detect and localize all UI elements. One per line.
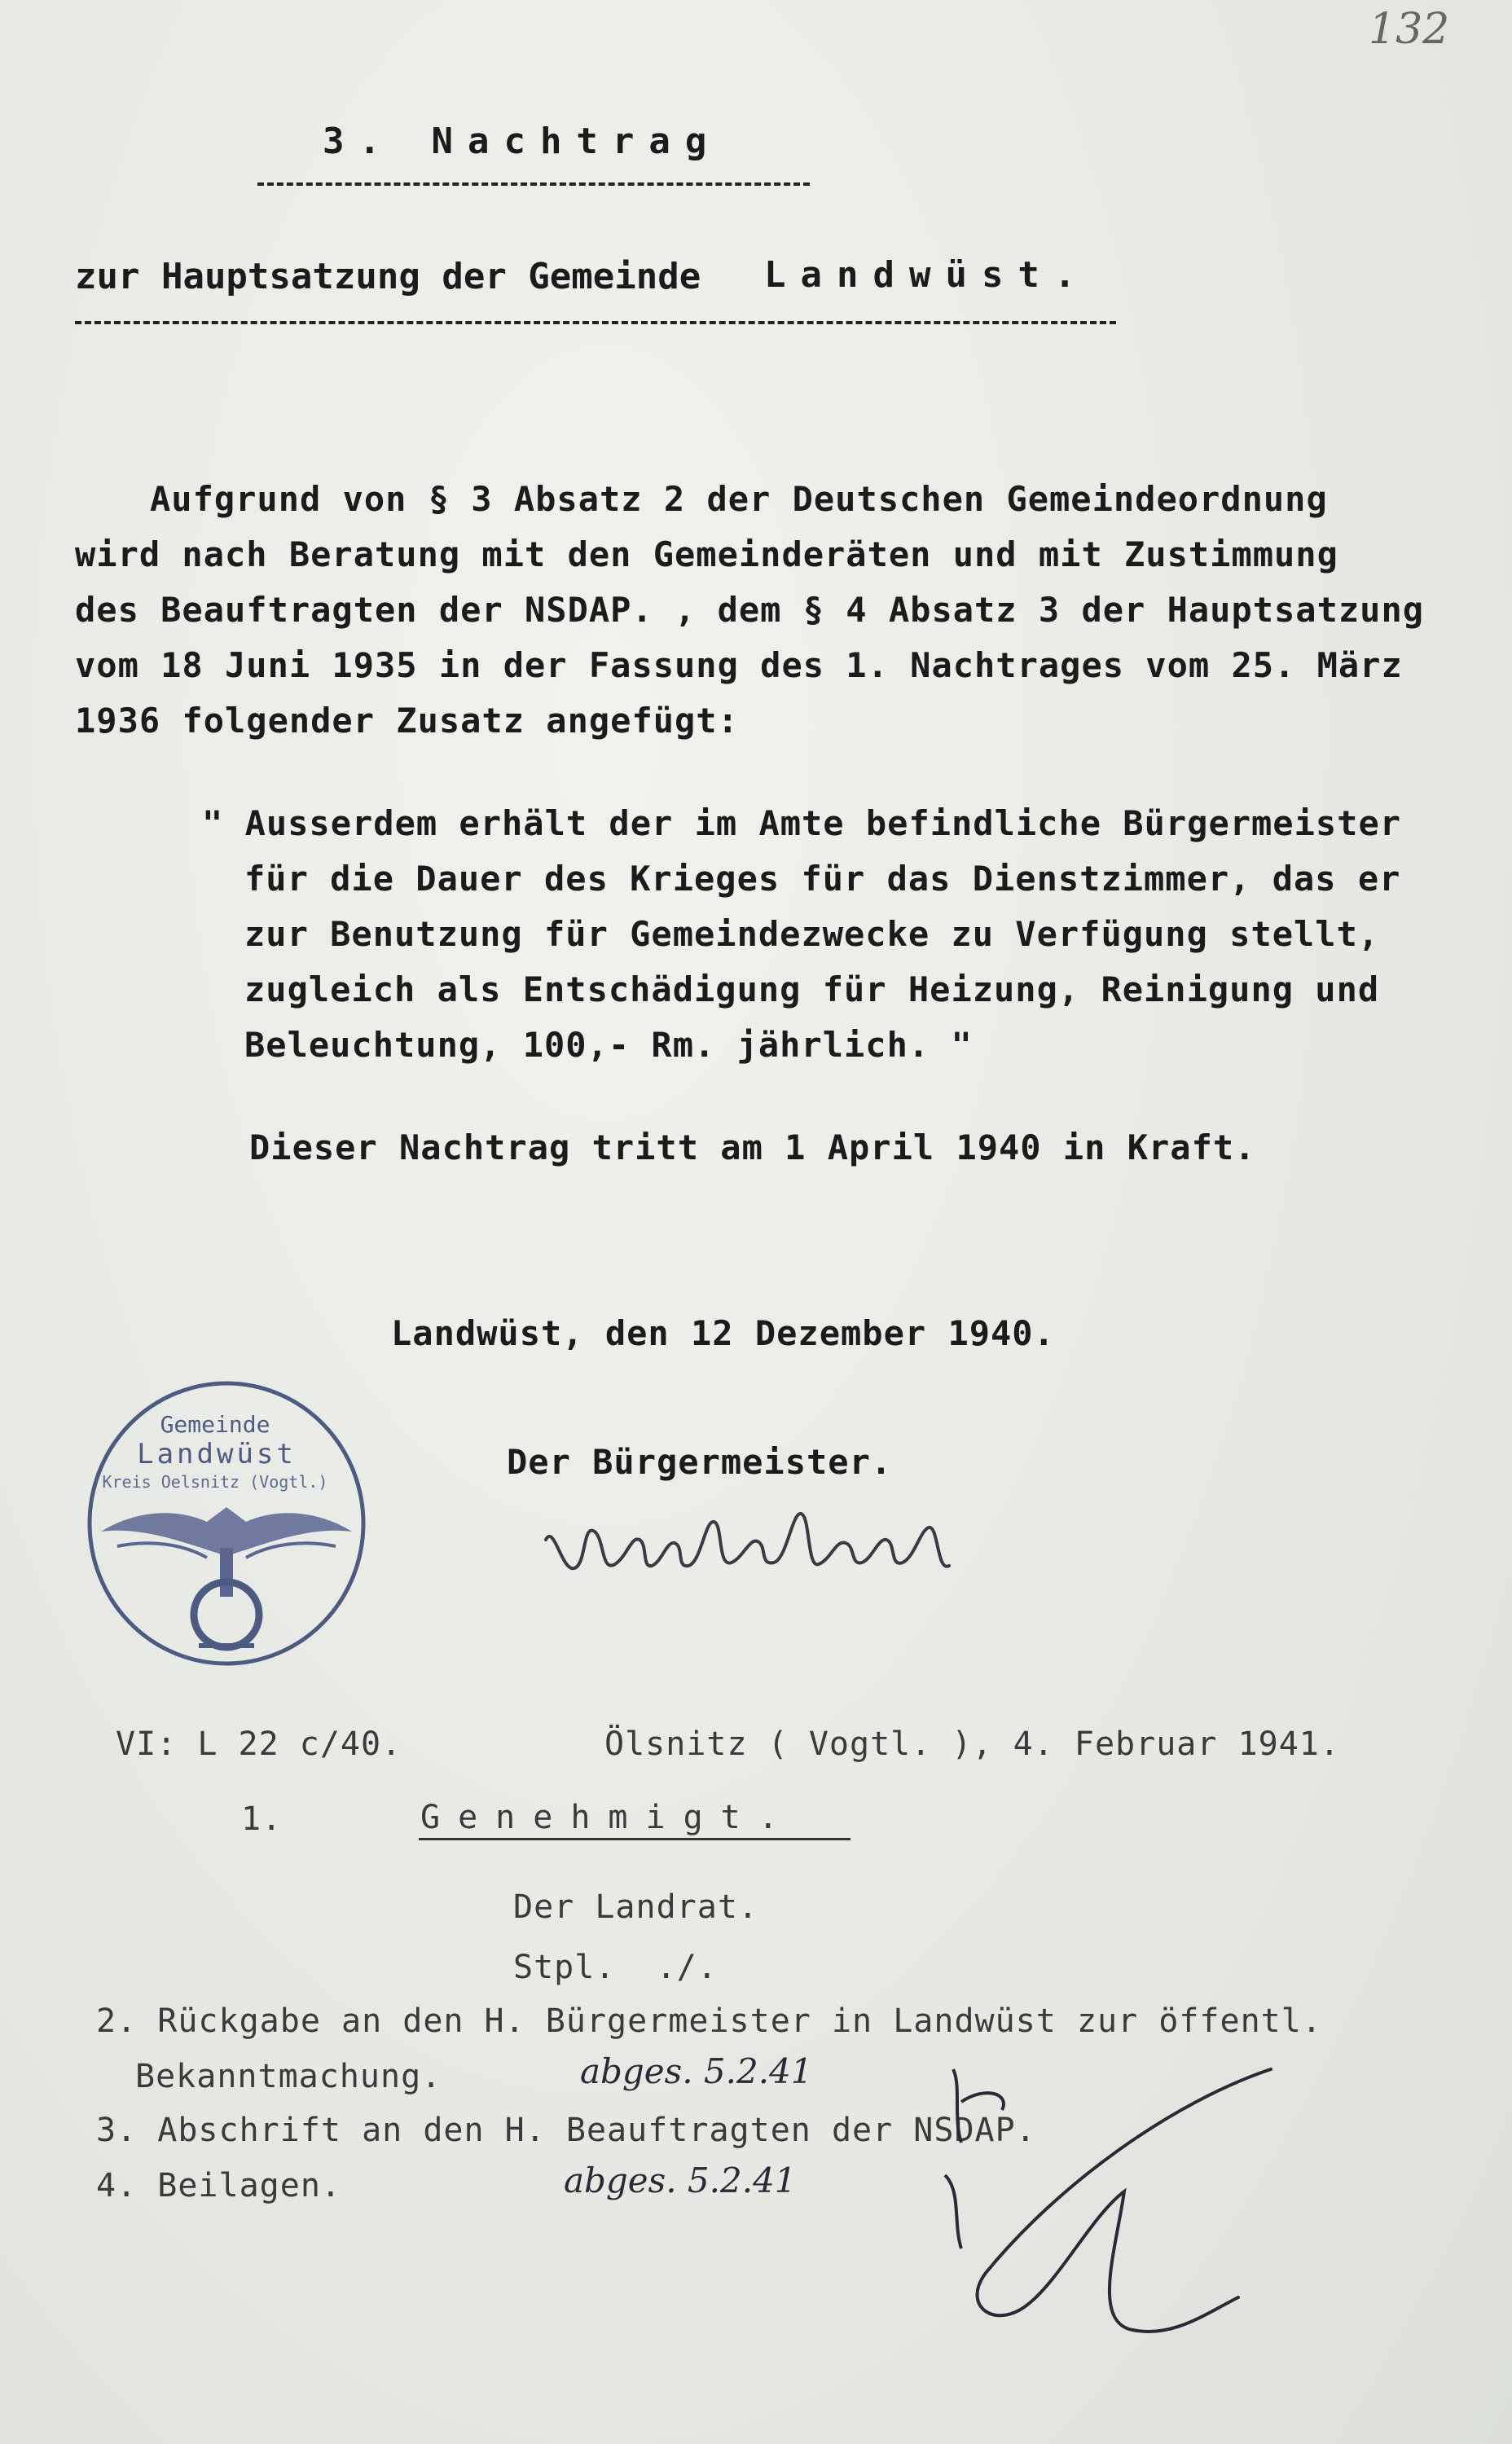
approval-authority: Der Landrat. [513,1888,758,1926]
archive-number: 132 [1369,5,1450,54]
quote-line-4: zugleich als Entschädigung für Heizung, Reinigung und [244,969,1380,1009]
subtitle-place: Landwüst. [764,254,1091,296]
approval-item-2-cont: Bekanntmachung. [135,2058,442,2095]
approval-stpl: Stpl. ./. [513,1949,718,1986]
stamp-text-3: Kreis Oelsnitz (Vogtl.) [102,1472,328,1492]
effective-date-line: Dieser Nachtrag tritt am 1 April 1940 in Kraft. [249,1127,1256,1167]
body-line-3: des Beauftragten der NSDAP. , dem § 4 Absatz 3 der Hauptsatzung [75,590,1425,630]
approval-item-2: 2. Rückgabe an den H. Bürgermeister in Landwüst zur öffentl. [96,2002,1322,2040]
quote-line-2: für die Dauer des Krieges für das Dienstzimmer, das er [244,859,1401,899]
signature-role: Der Bürgermeister. [507,1442,893,1482]
body-line-2: wird nach Beratung mit den Gemeinderäten und mit Zustimmung [75,534,1338,574]
stamp-text-1: Gemeinde [160,1411,270,1438]
approval-item-4: 4. Beilagen. [96,2167,341,2204]
quote-line-1: " Ausserdem erhält der im Amte befindliche Bürgermeister [202,803,1402,843]
body-line-4: vom 18 Juni 1935 in der Fassung des 1. Nachtrages vom 25. März [75,645,1403,685]
stamp-eagle-icon [85,1377,368,1670]
approval-reference: VI: L 22 c/40. [116,1725,402,1763]
approval-status: Genehmigt. [420,1799,796,1836]
document-title: 3. Nachtrag [323,121,722,162]
quote-line-3: zur Benutzung für Gemeindezwecke zu Verfügung stellt, [244,914,1380,954]
handwritten-initials [929,2053,1499,2379]
handwritten-note-1: abges. 5.2.41 [580,2051,813,2091]
body-line-5: 1936 folgender Zusatz angefügt: [75,701,739,741]
municipal-stamp [85,1377,368,1670]
subtitle-prefix: zur Hauptsatzung der Gemeinde [75,256,701,297]
mayor-signature [538,1491,961,1597]
subtitle-underline [75,321,1116,324]
approval-status-underline [419,1838,850,1840]
signature-place-date: Landwüst, den 12 Dezember 1940. [391,1313,1055,1353]
title-underline [257,182,810,186]
quote-line-5: Beleuchtung, 100,- Rm. jährlich. " [244,1025,973,1065]
handwritten-note-2: abges. 5.2.41 [564,2160,797,2200]
approval-place-date: Ölsnitz ( Vogtl. ), 4. Februar 1941. [604,1725,1340,1763]
approval-item-1-number: 1. [241,1800,283,1838]
stamp-text-2: Landwüst [137,1438,297,1470]
body-line-1: Aufgrund von § 3 Absatz 2 der Deutschen Gemeindeordnung [150,479,1328,519]
approval-item-3: 3. Abschrift an den H. Beauftragten der NSDAP. [96,2112,1036,2149]
